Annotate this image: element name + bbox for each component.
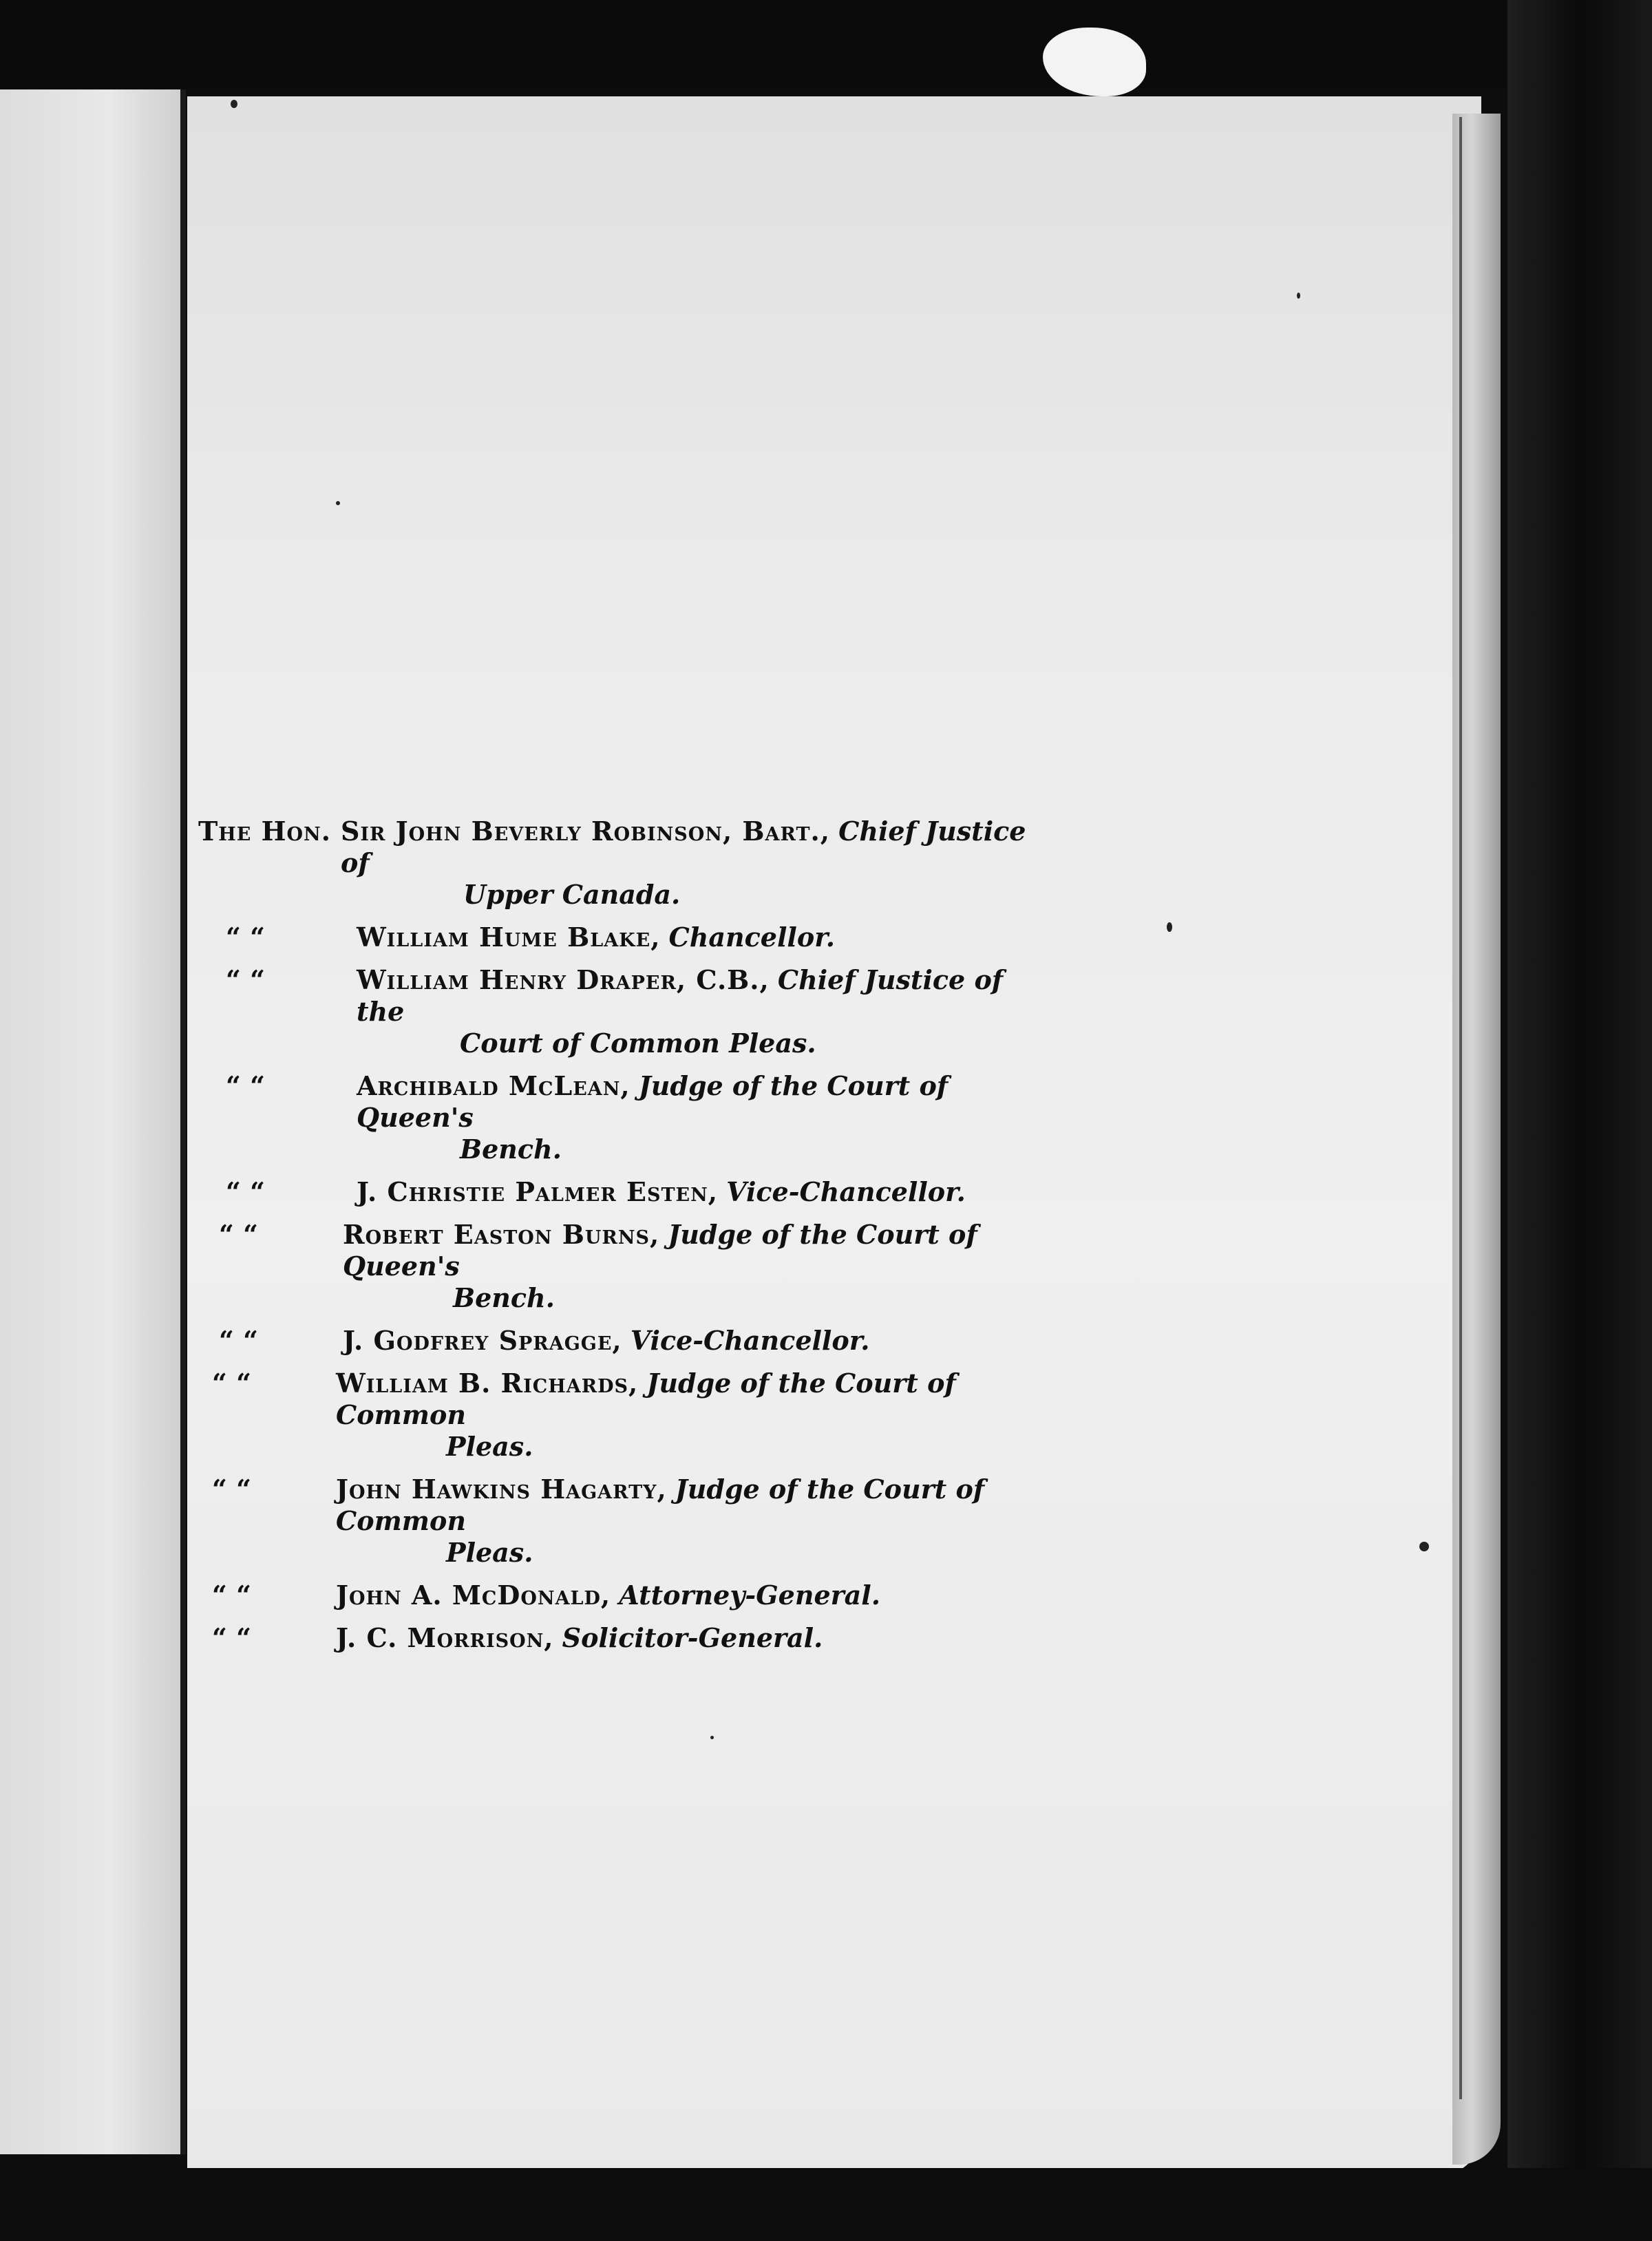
list-item	[198, 1368, 1052, 1463]
entry-continuation: Pleas.	[446, 1537, 533, 1568]
list-item	[198, 922, 1052, 953]
list-item	[198, 1580, 1052, 1611]
page-gutter	[180, 89, 186, 2154]
speck	[1419, 1542, 1429, 1551]
speck	[1167, 922, 1172, 932]
speck	[231, 100, 237, 108]
page-edge-line	[1459, 117, 1462, 2099]
entry-continuation: Bench.	[460, 1134, 562, 1165]
list-item	[198, 1070, 1052, 1165]
entry-title: Attorney-General.	[619, 1580, 880, 1611]
entry-name: William Henry Draper, C.B.,	[357, 964, 770, 995]
ditto-marks: “ “	[226, 1176, 265, 1207]
list-item	[198, 1219, 1052, 1314]
ditto-marks: “ “	[212, 1580, 251, 1611]
entry-continuation: Pleas.	[446, 1431, 533, 1462]
ditto-marks: “ “	[212, 1368, 251, 1399]
ditto-marks: “ “	[212, 1474, 251, 1505]
ditto-marks: “ “	[226, 922, 265, 953]
scan-bottom-border	[0, 2168, 1652, 2241]
entry-name: John A. McDonald,	[336, 1580, 611, 1611]
scan-right-border	[1507, 0, 1652, 2241]
entry-continuation: Upper Canada.	[463, 879, 681, 910]
ditto-marks: “ “	[219, 1219, 258, 1250]
entry-title: Judge of the Court of Common	[336, 1474, 985, 1536]
entry-name: John Hawkins Hagarty,	[336, 1474, 667, 1505]
ditto-marks: “ “	[212, 1622, 251, 1653]
scan-top-border	[0, 0, 1652, 88]
entry-name: William Hume Blake,	[357, 922, 661, 953]
entry-name: Sir John Beverly Robinson, Bart.,	[340, 816, 830, 847]
list-item	[198, 1325, 1052, 1357]
entry-title: Chief Justice of	[340, 816, 1026, 878]
entry-title: Judge of the Court of Queen's	[343, 1219, 977, 1282]
entry-name: J. Christie Palmer Esten,	[357, 1176, 719, 1207]
entry-title: Vice-Chancellor.	[630, 1325, 870, 1356]
entry-title: Chancellor.	[668, 922, 835, 953]
list-item	[198, 1622, 1052, 1654]
ditto-marks: “ “	[226, 964, 265, 995]
list-item	[198, 1176, 1052, 1208]
entry-title: Vice-Chancellor.	[726, 1176, 966, 1207]
entry-title: Solicitor-General.	[562, 1622, 823, 1653]
entry-title: Chief Justice of the	[357, 964, 1004, 1027]
speck	[336, 501, 340, 505]
speck	[1297, 293, 1300, 299]
entry-name: William B. Richards,	[336, 1368, 639, 1399]
entry-name: J. Godfrey Spragge,	[343, 1325, 622, 1356]
officials-list	[198, 816, 1052, 1665]
entry-name: J. C. Morrison,	[336, 1622, 554, 1653]
list-item	[198, 1474, 1052, 1569]
facing-page	[0, 89, 182, 2154]
entry-name: Robert Easton Burns,	[343, 1219, 660, 1250]
ditto-marks: “ “	[219, 1325, 258, 1356]
entry-title: Judge of the Court of Common	[336, 1368, 956, 1430]
entry-continuation: Court of Common Pleas.	[460, 1028, 816, 1059]
entry-continuation: Bench.	[453, 1282, 555, 1313]
speck	[710, 1736, 714, 1739]
entry-title: Judge of the Court of Queen's	[357, 1070, 949, 1133]
list-item	[198, 816, 1052, 911]
entry-prefix: The Hon.	[198, 816, 331, 847]
list-item	[198, 964, 1052, 1059]
ditto-marks: “ “	[226, 1070, 265, 1101]
entry-name: Archibald McLean,	[357, 1070, 631, 1101]
